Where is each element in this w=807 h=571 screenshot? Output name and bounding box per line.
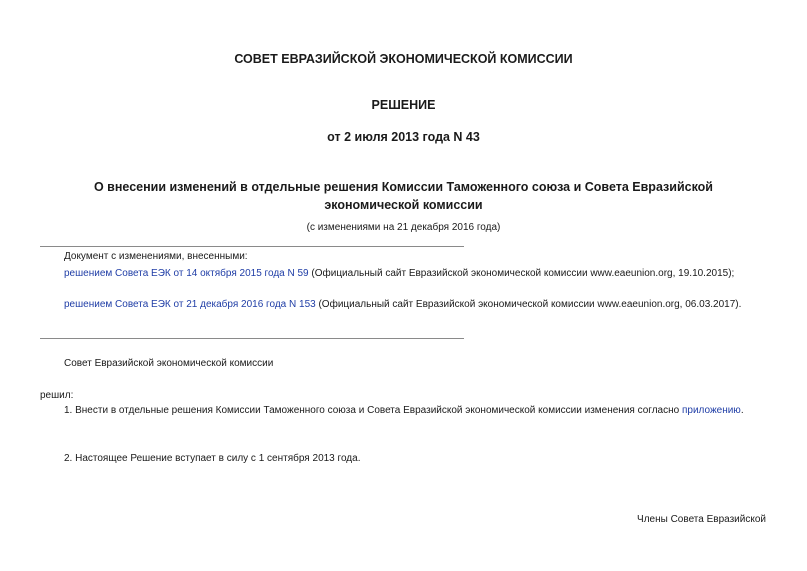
changes-top-divider [40, 246, 464, 247]
change-link-1[interactable]: решением Совета ЕЭК от 14 октября 2015 года N 59 [64, 268, 309, 279]
signature-text: Члены Совета Евразийской [637, 514, 766, 525]
issuer-text: Совет Евразийской экономической комиссии [64, 358, 274, 369]
change-item-2 [40, 297, 766, 313]
changes-bottom-divider [40, 338, 464, 339]
decision-item-1-end: . [740, 405, 744, 416]
change-link-2[interactable]: решением Совета ЕЭК от 21 декабря 2016 года N 153 [64, 299, 316, 310]
decided-text: решил: [40, 390, 74, 401]
document-header: СОВЕТ ЕВРАЗИЙСКОЙ ЭКОНОМИЧЕСКОЙ КОМИССИИ [234, 52, 573, 66]
changes-intro: Документ с изменениями, внесенными: [64, 251, 248, 262]
document-date-number: от 2 июля 2013 года N 43 [327, 130, 480, 144]
change-note-2: (Официальный сайт Евразийской экономической комиссии www.eaeunion.org, 06.03.2017). [315, 299, 742, 310]
edition-note: (с изменениями на 21 декабря 2016 года) [306, 222, 501, 233]
change-item-1 [40, 266, 766, 282]
decision-item-1 [40, 403, 766, 419]
decision-item-1-text: 1. Внести в отдельные решения Комиссии Таможенного союза и Совета Евразийской экономической комиссии изменения согласно [64, 405, 682, 416]
appendix-link[interactable]: приложению [681, 405, 741, 416]
document-type: РЕШЕНИЕ [371, 98, 436, 112]
decision-item-2: 2. Настоящее Решение вступает в силу с 1 сентября 2013 года. [64, 453, 361, 464]
change-note-1: (Официальный сайт Евразийской экономической комиссии www.eaeunion.org, 19.10.2015); [308, 268, 735, 279]
document-title: О внесении изменений в отдельные решения Комиссии Таможенного союза и Совета Евразийской экономической комиссии [93, 180, 713, 212]
